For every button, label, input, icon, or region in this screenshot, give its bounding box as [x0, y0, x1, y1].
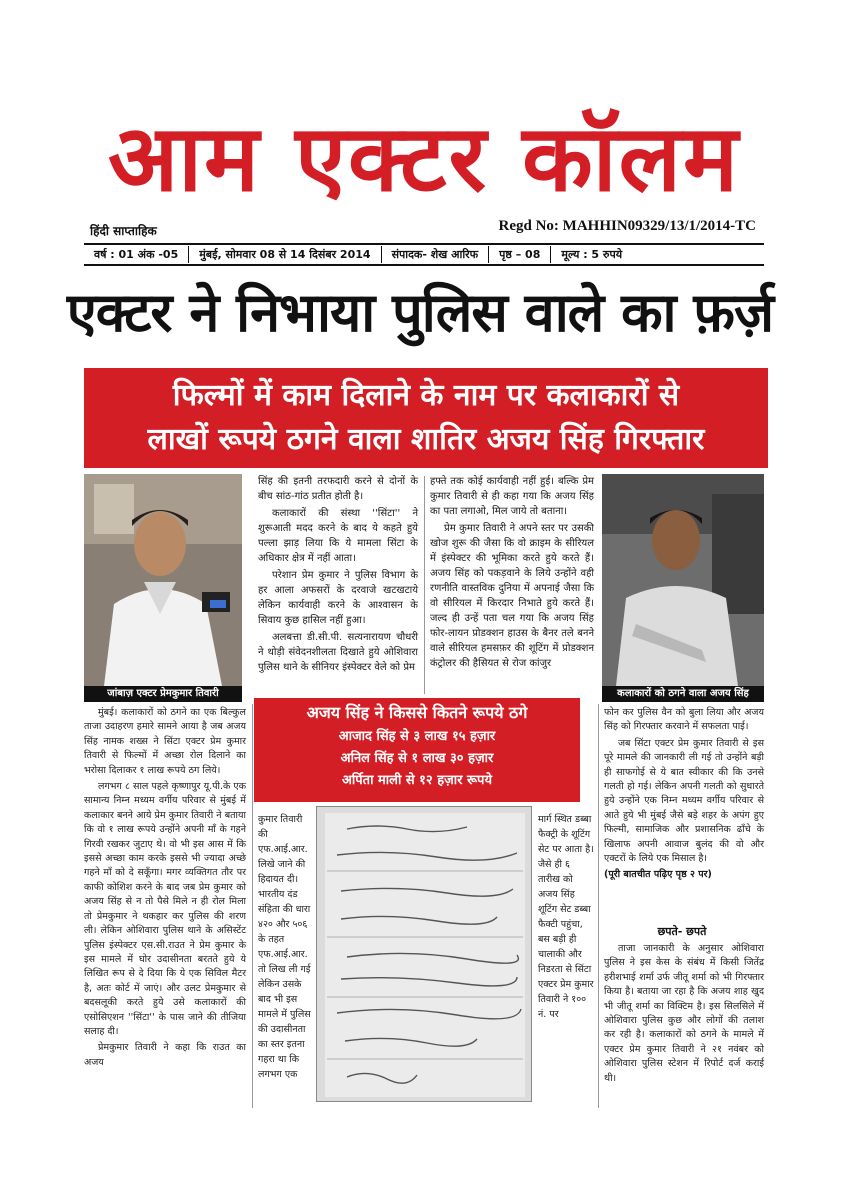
registration-number: Regd No: MAHHIN09329/13/1/2014-TC — [498, 218, 756, 234]
amount-line: अनिल सिंह से १ लाख ३० हज़ार — [340, 751, 494, 766]
price: मूल्य : 5 रुपये — [561, 248, 623, 261]
stop-press-heading: छपते- छपते — [657, 925, 707, 938]
column-divider — [598, 704, 599, 1108]
paragraph: जब सिंटा एक्टर प्रेम कुमार तिवारी से इस पूरे मामले की जानकारी ली गई तो उन्होंने बड़ी ही साफगोई से ये बात स्वीकार की कि उनसे गलती हो गई। लेकिन अपनी गलती को सुधारते हुये उन्होंने एक निम्न मध्यम वर्गीय परिवार से आते हुये भी मुंबई जैसे बड़े शहर के अपंग हुए फिल्मी, सामाजिक और प्रशासनिक ढाँचे के खिलाफ अपनी आवाज बुलंद की वो और एक्टरों के लिये एक मिसाल है। — [604, 737, 764, 865]
column-mid-right — [538, 812, 594, 1024]
continued-note: (पूरी बातचीत पढ़िए पृष्ठ २ पर) — [604, 869, 712, 881]
photo-actor-caption: जांबाज़ एक्टर प्रेमकुमार तिवारी — [84, 686, 242, 702]
paragraph: कुमार तिवारी की एफ.आई.आर. लिखे जाने की हिदायत दी। भारतीय दंड संहिता की धारा ४२० और ५०६ के तहत एफ.आई.आर. तो लिख ली गई लेकिन उसके बाद भी इस मामले में पुलिस की उदासीनता का स्तर इतना गहरा था कि लगभग एक — [258, 814, 311, 1080]
paragraph: कलाकारों की संस्था ''सिंटा'' ने शुरूआती मदद करने के बाद ये कहते हुये पल्ला झाड़ लिया कि ये मामला सिंटा के अधिकार क्षेत्र में नहीं आता। — [258, 508, 418, 564]
amounts-box-title: अजय सिंह ने किससे कितने रूपये ठगे — [306, 703, 528, 722]
editor-name: संपादक- शेख आरिफ — [391, 248, 479, 261]
amount-line: अर्पिता माली से १२ हज़ार रूपये — [342, 773, 492, 788]
column-divider — [424, 476, 425, 694]
paragraph: परेशान प्रेम कुमार ने पुलिस विभाग के हर आला अफसरों के दरवाजे खटखटाये लेकिन कार्यवाही करने के आश्वासन के सिवाय कुछ हासिल नहीं हुआ। — [258, 570, 418, 626]
stop-press-story — [604, 942, 764, 1088]
amounts-box — [254, 698, 580, 802]
info-bar — [84, 243, 764, 266]
paragraph: फोन कर पुलिस वैन को बुला लिया और अजय सिंह को गिरफ्तार करवाने में सफलता पाई। — [604, 707, 764, 733]
banner-line-2: लाखों रूपये ठगने वाला शातिर अजय सिंह गिरफ्तार — [147, 422, 705, 457]
column-mid-left — [258, 812, 312, 1084]
fir-document-photo — [316, 806, 532, 1102]
column-right-top — [430, 474, 594, 673]
paragraph: प्रेम कुमार तिवारी ने अपने स्तर पर उसकी खोज शुरू की जैसा कि वो क्राइम के सीरियल में इंस्पेक्टर की भूमिका करते हुये करते हैं। अजय सिंह को पकड़वाने के लिये उन्होंने वही रणनीति वास्तविक दुनिया में अपनाई जैसा कि वो सीरियल में किरदार निभाते हुये करते हैं। जल्द ही उन्हें पता चल गया कि अजय सिंह फोर-लायन प्रोडक्शन हाउस के बैनर तले बनने वाले सीरियल हमसफ़र की शूटिंग में प्रोडक्शन कंट्रोलर की हैसियत से रोज कांजुर — [430, 523, 594, 669]
paragraph: लगभग ८ साल पहले कृष्णापुर यू.पी.के एक सामान्य निम्न मध्यम वर्गीय परिवार से मुंबई में कलाकार बनने आये प्रेम कुमार तिवारी ने बताया कि वो १ लाख रूपये उन्होंने अपनी माँ के गहने गिरवी रखकर जुटाए थे। वो भी इस आस में कि इससे अच्छा काम करके इससे भी ज्यादा अच्छे गहने माँ को दे सकूँगा। मगर व्यक्तिगत तौर पर काफी कोशिश करने के बाद जब प्रेम कुमार को अजय सिंह से न तो पैसे मिले न ही रोल मिला तो प्रेमकुमार ने थकहार कर पुलिस की शरण ली। लेकिन ओशिवारा पुलिस थाने के असिस्टेंट पुलिस इंस्पेक्टर एस.सी.राउत ने प्रेम कुमार के इस मामले में घोर उदासीनता बरतते हुये ये लिखित रूप से दे दिया कि ये एक सिविल मैटर है, अतः कोर्ट में जाएं। और उलट प्रेमकुमार से बदसलूकी करते हुये उसे कलाकारों की एसोसिएशन ''सिंटा'' के पास जाने की तीजिया सलाह दी। — [84, 781, 246, 1037]
masthead-title: आम एक्टर कॉलम — [108, 104, 740, 212]
photo-actor — [84, 474, 242, 686]
paragraph: ताजा जानकारी के अनुसार ओशिवारा पुलिस ने इस केस के संबंध में किसी जितेंद्र हरीशभाई शर्मा उर्फ जीतू शर्मा को भी गिरफ्तार किया है। बताया जा रहा है कि अजय शाह खुद भी जीतू शर्मा का विक्टिम है। इस सिलसिले में ओशिवारा पुलिस कुछ और लोगों की तलाश कर रही है। कलाकारों को ठगने के मामले में एक्टर प्रेम कुमार तिवारी ने २१ नवंबर को ओशिवारा पुलिस स्टेशन में रिपोर्ट दर्ज कराई थी। — [604, 943, 764, 1084]
weekly-label: हिंदी साप्ताहिक — [90, 224, 157, 238]
column-right-main — [604, 706, 764, 885]
paragraph: मुंबई। कलाकारों को ठगने का एक बिल्कुल ताजा उदाहरण हमारे सामने आया है जब अजय सिंह नामक शख्स ने सिंटा एक्टर प्रेम कुमार तिवारी से फिल्मों में अच्छा रोल दिलाने का भरोसा दिलाकर १ लाख रूपये ठग लिये। — [84, 707, 246, 776]
actor-photo-illustration — [84, 474, 242, 686]
photo-accused-caption: कलाकारों को ठगने वाला अजय सिंह — [602, 686, 764, 702]
paragraph: अलबत्ता डी.सी.पी. सत्यनारायण चौधरी ने थोड़ी संवेदनशीलता दिखाते हुये ओशिवारा पुलिस थाने के सीनियर इंस्पेक्टर वेले को प्रेम — [258, 632, 418, 673]
issue-date: मुंबई, सोमवार 08 से 14 दिसंबर 2014 — [199, 248, 371, 261]
column-center-top — [258, 474, 418, 677]
column-left-main — [84, 706, 246, 1072]
page-count: पृष्ठ – 08 — [499, 248, 541, 261]
main-headline: एक्टर ने निभाया पुलिस वाले का फ़र्ज़ — [66, 281, 774, 344]
banner-line-1: फिल्मों में काम दिलाने के नाम पर कलाकारों से — [172, 378, 680, 413]
volume-issue: वर्ष : 01 अंक -05 — [94, 248, 179, 261]
accused-photo-illustration — [602, 474, 764, 686]
paragraph: हफ्ते तक कोई कार्यवाही नहीं हुई। बल्कि प्रेम कुमार तिवारी से ही कहा गया कि अजय सिंह का पता लगाओ, मिल जाये तो बताना। — [430, 476, 594, 517]
sub-headline-banner — [84, 368, 768, 468]
document-illustration — [317, 807, 532, 1102]
photo-accused — [602, 474, 764, 686]
column-divider — [252, 704, 253, 1108]
paragraph: प्रेमकुमार तिवारी ने कहा कि राउत का अजय — [84, 1042, 246, 1068]
paragraph: मार्ग स्थित डब्बा फैक्ट्री के शूटिंग सेट पर आता है। जैसे ही ६ तारीख को अजय सिंह शूटिंग सेट डब्बा फैक्टी पहुंचा, बस बड़ी ही चालाकी और निडरता से सिंटा एक्टर प्रेम कुमार तिवारी ने १०० नं. पर — [538, 814, 594, 1020]
amount-line: आजाद सिंह से ३ लाख १५ हज़ार — [338, 729, 496, 744]
paragraph: सिंह की इतनी तरफदारी करने से दोनों के बीच सांठ-गांठ प्रतीत होती है। — [258, 476, 418, 502]
